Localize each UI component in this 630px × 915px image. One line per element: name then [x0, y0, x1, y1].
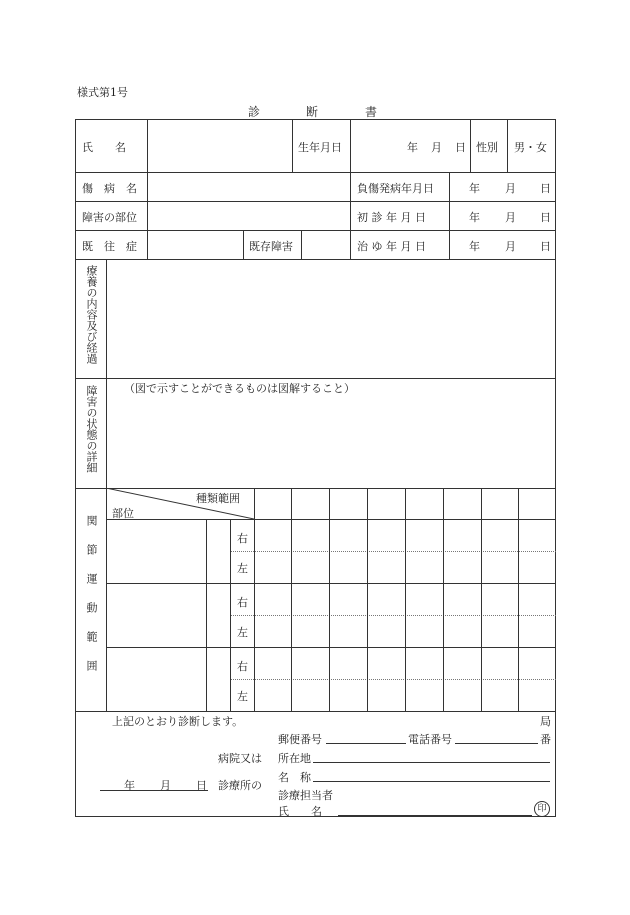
- issue-year-unit: 年: [124, 779, 135, 792]
- issue-day-unit: 日: [196, 779, 207, 792]
- rom-group-divider: [106, 583, 556, 584]
- onset-date-label: 負傷発病年月日: [357, 182, 434, 195]
- rom-col-divider: [405, 488, 406, 711]
- cure-day-unit: 日: [540, 240, 551, 253]
- condition-label: 障害の状態の詳細: [85, 385, 98, 473]
- condition-note: （図で示すことができるものは図解すること）: [124, 382, 355, 395]
- sex-options[interactable]: 男・女: [514, 141, 547, 154]
- rom-dotted-divider: [230, 615, 556, 616]
- birth-day-unit: 日: [455, 141, 466, 154]
- facility-name-field[interactable]: [313, 781, 550, 782]
- rom-col-divider: [518, 488, 519, 711]
- rom-col-divider: [291, 488, 292, 711]
- col-divider: [292, 119, 293, 172]
- col-divider: [470, 119, 471, 172]
- rom-left-label-3: 左: [237, 690, 248, 703]
- treatment-field[interactable]: [108, 261, 554, 376]
- postal-code-label: 郵便番号: [278, 733, 322, 746]
- cure-year-unit: 年: [469, 240, 480, 253]
- col-divider: [449, 172, 450, 259]
- name-field[interactable]: [148, 124, 291, 170]
- rom-col-divider: [329, 488, 330, 711]
- row-divider: [75, 259, 556, 260]
- birth-year-unit: 年: [407, 141, 418, 154]
- disability-site-field[interactable]: [148, 203, 348, 229]
- address-label: 所在地: [278, 752, 311, 765]
- rom-header-part: 部位: [112, 507, 134, 520]
- diagnosis-statement: 上記のとおり診断します。: [112, 715, 244, 728]
- rom-right-label-3: 右: [237, 660, 248, 673]
- first-visit-year-unit: 年: [469, 211, 480, 224]
- condition-field[interactable]: [108, 396, 554, 486]
- rom-label: 関節運動範囲: [85, 515, 98, 689]
- first-visit-day-unit: 日: [540, 211, 551, 224]
- kyoku-label: 局: [540, 715, 551, 728]
- first-visit-label: 初 診 年 月 日: [357, 211, 426, 224]
- rom-col-divider: [443, 488, 444, 711]
- treatment-label: 療養の内容及び経過: [85, 265, 98, 364]
- prior-disability-field[interactable]: [302, 232, 349, 258]
- disability-site-label: 障害の部位: [82, 211, 137, 224]
- rom-right-label-2: 右: [237, 596, 248, 609]
- cure-date-label: 治 ゆ 年 月 日: [357, 240, 426, 253]
- doctor-name-field[interactable]: [338, 815, 532, 816]
- rom-left-label-1: 左: [237, 562, 248, 575]
- issue-date-field[interactable]: [100, 790, 208, 791]
- rom-col-divider: [367, 488, 368, 711]
- rom-header-bottom: [106, 519, 556, 520]
- col-divider: [106, 259, 107, 711]
- clinic-label: 診療所の: [218, 779, 262, 792]
- rom-header-type-range: 種類範囲: [196, 492, 240, 505]
- medical-history-field[interactable]: [148, 232, 242, 258]
- address-field[interactable]: [313, 762, 550, 763]
- rom-dotted-divider: [230, 551, 556, 552]
- injury-name-label: 傷 病 名: [82, 182, 137, 195]
- sex-label: 性別: [476, 141, 498, 154]
- seal-mark: 印: [534, 801, 550, 817]
- title-char-3: 書: [365, 105, 378, 119]
- issue-month-unit: 月: [160, 779, 171, 792]
- phone-label: 電話番号: [408, 733, 452, 746]
- onset-day-unit: 日: [540, 182, 551, 195]
- onset-year-unit: 年: [469, 182, 480, 195]
- birth-month-unit: 月: [431, 141, 442, 154]
- rom-group-divider: [106, 647, 556, 648]
- rom-col-divider: [230, 519, 231, 711]
- rom-col-divider: [481, 488, 482, 711]
- col-divider: [243, 230, 244, 259]
- doctor-name-label: 氏 名: [278, 805, 322, 818]
- phone-field[interactable]: [455, 743, 538, 744]
- onset-month-unit: 月: [505, 182, 516, 195]
- prior-disability-label: 既存障害: [249, 240, 293, 253]
- form-number: 様式第1号: [77, 86, 128, 99]
- rom-right-label-1: 右: [237, 532, 248, 545]
- row-divider: [75, 378, 556, 379]
- first-visit-month-unit: 月: [505, 211, 516, 224]
- injury-name-field[interactable]: [148, 174, 348, 200]
- rom-dotted-divider: [230, 679, 556, 680]
- birth-date-label: 生年月日: [298, 141, 342, 154]
- title-char-2: 断: [306, 105, 319, 119]
- ban-label: 番: [540, 733, 551, 746]
- postal-code-field[interactable]: [326, 743, 406, 744]
- cure-month-unit: 月: [505, 240, 516, 253]
- rom-col-divider: [206, 519, 207, 711]
- medical-history-label: 既 往 症: [82, 240, 137, 253]
- doctor-label: 診療担当者: [278, 789, 333, 802]
- title-char-1: 診: [248, 105, 261, 119]
- row-divider: [75, 711, 556, 712]
- rom-left-label-2: 左: [237, 626, 248, 639]
- rom-col-divider: [254, 488, 255, 711]
- name-label: 氏 名: [82, 141, 126, 154]
- col-divider: [350, 119, 351, 259]
- col-divider: [507, 119, 508, 172]
- facility-name-label: 名 称: [278, 771, 311, 784]
- hospital-label: 病院又は: [218, 752, 262, 765]
